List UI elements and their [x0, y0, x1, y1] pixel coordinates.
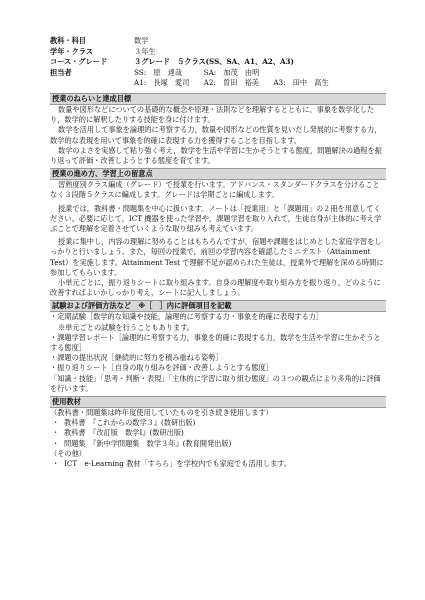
list-item: [50, 418, 386, 428]
teacher-label: 担当者: [50, 67, 72, 77]
course-value: ３グレード ５クラス(SS、SA、A1、A2、A3): [134, 57, 294, 67]
aims-paragraph-2: 数学を活用して事象を論理的に考察する力，数量や図形などの性質を見いだし発展的に考察する力，数学的な表現を用いて事象を的確に表現する力を獲得することを目指します。: [50, 125, 382, 145]
grade-label: 学年・クラス: [50, 46, 93, 56]
other-text: ICT e-Learning 教材「すらら」を学校内でも家庭でも活用します。: [64, 459, 291, 469]
list-item: [50, 459, 386, 469]
material-text: 問題集 『新中学問題集 数学３年』(教育開発出版): [64, 438, 232, 448]
course-label: コース・グレード: [50, 57, 108, 67]
materials-heading: 使用教材: [50, 396, 386, 408]
aims-paragraph-1: 数量や図形などについての基礎的な概念や原理・法則などを理解するとともに、事象を数学化したり，数学的に解釈したりする技能を身に付けます。: [50, 104, 375, 125]
method-paragraph-4: 小単元ごとに，振り返りシートに取り組みます。自身の理解度や取り組み方を振り返り，どのように改善すればよいかしっかり考え，シートに記入しましょう。: [50, 278, 381, 298]
grade-row: [50, 47, 386, 58]
eval-item-reflection: ・振り返りシート［自身の取り組みを評価・改善しようとする態度］: [50, 363, 273, 373]
teacher-row: [50, 68, 386, 79]
bullet-icon: ・: [52, 428, 60, 438]
aims-heading: 授業のねらいと達成目標: [50, 93, 386, 105]
eval-summary: 「知識・技能」「思考・判断・表現」「主体的に学習に取り組む態度」の３つの観点により多角的に評価を行います。: [50, 373, 381, 393]
teacher-line-2: A1: 長塚 愛司 A2: 曽田 裕美 A3: 田中 高生: [134, 78, 329, 88]
materials-list: [50, 418, 386, 449]
bullet-icon: ・: [52, 438, 60, 448]
aims-paragraph-3: 数学のよさを実感して粘り強く考え，数学を生活や学習に生かそうとする態度，問題解決の過程を振り返って評価・改善しようとする態度を育てます。: [50, 145, 382, 165]
bullet-icon: ・: [52, 418, 60, 428]
list-item: [50, 439, 386, 449]
materials-intro: （教科書・問題集は昨年度使用していたものを引き続き使用します）: [50, 408, 273, 418]
subject-value: 数学: [134, 36, 149, 45]
method-paragraph-3: 授業に集中し，内容の理解に努めることはもちろんですが，宿題や課題をはじめとした家庭学習をしっかりと行いましょう。また，毎回の授業で，前回の学習内容を確認したミニテスト（Attainment Test）を実施します。Attainment Test で理解不足が認められた生徒は，授業外で理解を深める時間に参加してもらいます。: [50, 237, 384, 277]
list-item: [50, 428, 386, 438]
course-row: [50, 57, 386, 68]
method-paragraph-2: 授業では，教科書・問題集を中心に扱います。ノートは「授業用」と「課題用」の２冊を用意してください。必要に応じて，ICT 機器を使った学習や，課題学習を取り入れて，生徒自身が主体的に考え学ぶことで理解を定着させていくような取り組みも考えています。: [50, 203, 382, 233]
grade-value: ３年生: [134, 46, 156, 56]
eval-item-submission: ・課題の提出状況［継続的に努力を積み重ねる姿勢］: [50, 353, 223, 363]
subject-row: [50, 36, 386, 47]
method-heading: 授業の進め方、学習上の留意点: [50, 168, 386, 180]
eval-item-exam: ・定期試験［数学的な知識や技能，論理的に考察する力・事象を的確に表現する力］: [50, 312, 324, 322]
method-paragraph-1: 習熟度別クラス編成（グレード）で授業を行います。アドバンス・スタンダードクラスを分けることなく３段階５クラスに編成します。グレードは学期ごとに編成します。: [50, 180, 380, 200]
eval-item-exam-note: ※単元ごとの試験を行うこともあります。: [58, 322, 194, 332]
syllabus-page: [50, 36, 386, 469]
evaluation-heading: 試験および評価方法など ※［ ］内に評価項目を記載: [50, 300, 386, 312]
material-text: 教科書 『改訂版 数学Ⅰ』(数研出版): [64, 428, 184, 438]
bullet-icon: ・: [52, 459, 60, 469]
other-list: [50, 459, 386, 469]
eval-item-report: ・課題学習レポート［論理的に考察する力，事象を的確に表現する力，数学を生活や学習に生かそうとする態度］: [50, 332, 381, 353]
material-text: 教科書 『これからの数学３』(数研出版): [64, 418, 196, 428]
subject-label: 教科・科目: [50, 36, 86, 45]
course-info: [50, 36, 386, 89]
other-label: （その他）: [50, 448, 86, 458]
teacher-line-1: SS: 原 達哉 SA: 加茂 由明: [134, 67, 260, 77]
